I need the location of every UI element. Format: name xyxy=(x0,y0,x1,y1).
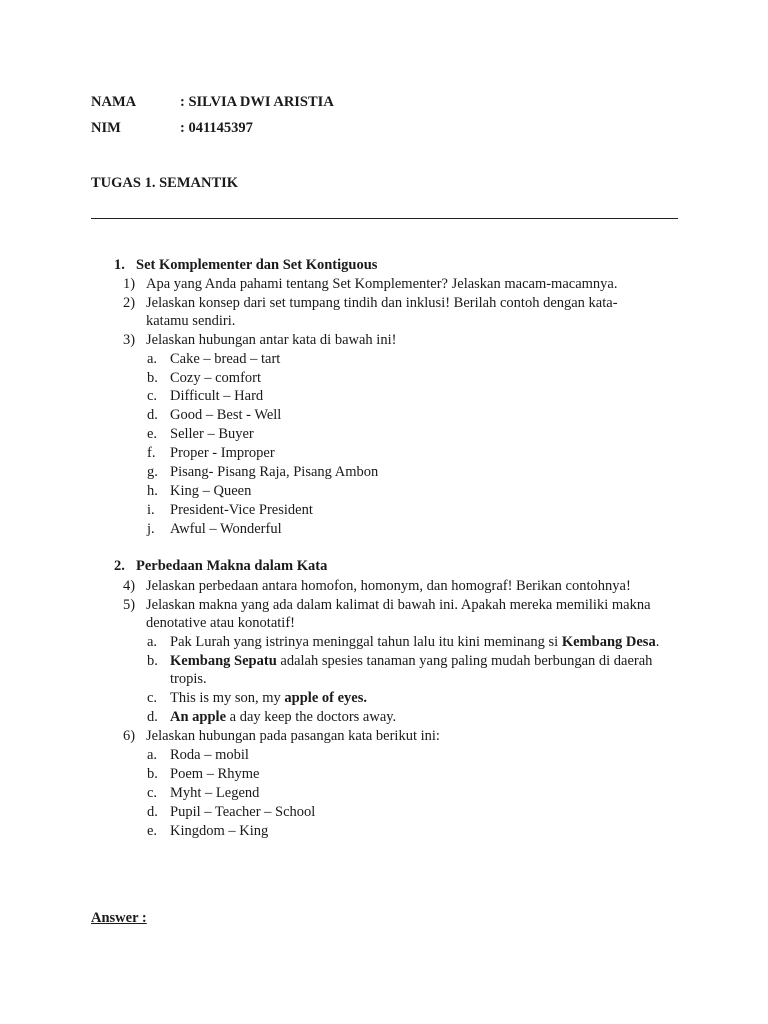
list-item: Kingdom – King xyxy=(170,823,269,839)
question-2-number: 2) xyxy=(123,295,136,311)
list-item-letter: i. xyxy=(147,502,155,518)
list-item: Seller – Buyer xyxy=(170,426,254,442)
question-3-text: Jelaskan hubungan antar kata di bawah ini! xyxy=(146,332,397,348)
list-item xyxy=(170,634,659,651)
question-5-line-2: denotative atau konotatif! xyxy=(146,615,295,631)
list-item xyxy=(170,653,652,670)
list-item-text: adalah spesies tanaman yang paling mudah berbungan di daerah xyxy=(276,653,653,669)
question-6-number: 6) xyxy=(123,728,136,744)
list-item-letter: h. xyxy=(147,483,158,499)
list-item-text: Pak Lurah yang istrinya meninggal tahun lalu itu kini meminang si xyxy=(170,634,562,650)
list-item-text: a day keep the doctors away. xyxy=(226,709,397,725)
list-item-letter: a. xyxy=(147,747,158,763)
question-4-number: 4) xyxy=(123,578,136,594)
section-1-number: 1. xyxy=(114,257,125,273)
nim-label: NIM xyxy=(91,120,121,136)
question-5-line-1: Jelaskan makna yang ada dalam kalimat di bawah ini. Apakah mereka memiliki makna xyxy=(146,597,651,613)
list-item: Poem – Rhyme xyxy=(170,766,260,782)
question-2-line-1: Jelaskan konsep dari set tumpang tindih dan inklusi! Berilah contoh dengan kata- xyxy=(146,295,618,311)
list-item-letter: d. xyxy=(147,804,158,820)
list-item-letter: g. xyxy=(147,464,158,480)
list-item-letter: a. xyxy=(147,351,158,367)
list-item: Cozy – comfort xyxy=(170,370,262,386)
list-item-letter: e. xyxy=(147,426,158,442)
question-3-number: 3) xyxy=(123,332,136,348)
list-item-letter: b. xyxy=(147,653,158,669)
list-item: Difficult – Hard xyxy=(170,388,264,404)
assignment-title: TUGAS 1. SEMANTIK xyxy=(91,175,239,191)
list-item-continuation: tropis. xyxy=(170,671,207,687)
list-item: Cake – bread – tart xyxy=(170,351,281,367)
list-item-letter: c. xyxy=(147,785,158,801)
section-2-number: 2. xyxy=(114,558,125,574)
question-5-number: 5) xyxy=(123,597,136,613)
list-item-letter: a. xyxy=(147,634,158,650)
list-item xyxy=(170,709,396,726)
section-1-heading xyxy=(114,257,377,274)
list-item-emphasis: An apple xyxy=(170,709,227,725)
section-1-title: Set Komplementer dan Set Kontiguous xyxy=(136,257,378,273)
question-1-number: 1) xyxy=(123,276,136,292)
list-item-text: This is my son, my xyxy=(170,690,285,706)
name-value: : SILVIA DWI ARISTIA xyxy=(180,94,334,110)
nim-value: : 041145397 xyxy=(180,120,253,136)
list-item: Pupil – Teacher – School xyxy=(170,804,316,820)
list-item: Good – Best - Well xyxy=(170,407,282,423)
list-item-letter: b. xyxy=(147,370,158,386)
header-divider xyxy=(91,218,678,219)
question-2-line-2: katamu sendiri. xyxy=(146,313,236,329)
list-item-emphasis: Kembang Sepatu xyxy=(170,653,277,669)
list-item-letter: b. xyxy=(147,766,158,782)
list-item-letter: d. xyxy=(147,407,158,423)
section-2-title: Perbedaan Makna dalam Kata xyxy=(136,558,328,574)
list-item: Pisang- Pisang Raja, Pisang Ambon xyxy=(170,464,379,480)
list-item: King – Queen xyxy=(170,483,252,499)
question-1-text: Apa yang Anda pahami tentang Set Komplementer? Jelaskan macam-macamnya. xyxy=(146,276,618,292)
list-item-emphasis: apple of eyes. xyxy=(284,690,367,706)
list-item xyxy=(170,690,367,707)
list-item-letter: c. xyxy=(147,388,158,404)
list-item-letter: e. xyxy=(147,823,158,839)
list-item-letter: d. xyxy=(147,709,158,725)
list-item: Awful – Wonderful xyxy=(170,521,282,537)
list-item-letter: f. xyxy=(147,445,156,461)
list-item: President-Vice President xyxy=(170,502,313,518)
section-2-heading xyxy=(114,558,327,575)
list-item-text: . xyxy=(655,634,660,650)
question-4-text: Jelaskan perbedaan antara homofon, homonym, dan homograf! Berikan contohnya! xyxy=(146,578,631,594)
name-label: NAMA xyxy=(91,94,137,110)
list-item-emphasis: Kembang Desa xyxy=(561,634,656,650)
answer-label: Answer : xyxy=(91,910,147,926)
list-item-letter: j. xyxy=(147,521,155,537)
list-item: Myht – Legend xyxy=(170,785,260,801)
list-item: Roda – mobil xyxy=(170,747,249,763)
list-item: Proper - Improper xyxy=(170,445,275,461)
question-6-text: Jelaskan hubungan pada pasangan kata berikut ini: xyxy=(146,728,440,744)
list-item-letter: c. xyxy=(147,690,158,706)
